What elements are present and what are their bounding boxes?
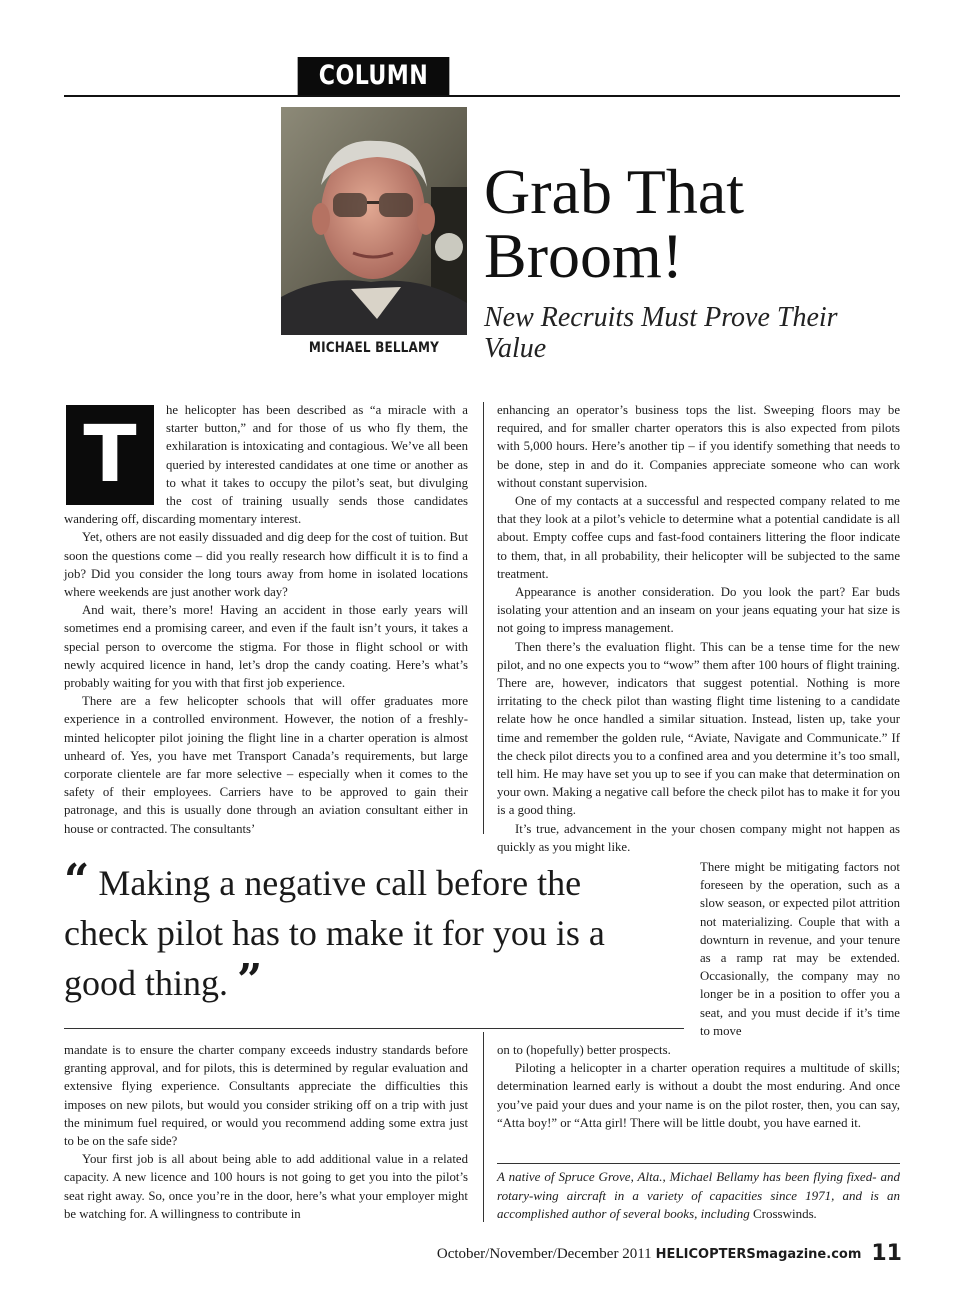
column-1-bottom [64, 1041, 468, 1223]
author-bio [497, 1168, 900, 1224]
drop-cap: T [66, 405, 154, 505]
section-label: COLUMN [298, 57, 450, 95]
column-2-bottom [497, 1041, 900, 1132]
paragraph: One of my contacts at a successful and respected company related to me that they look at a pilot’s vehicle to determine what a potential candidate is all about. Empty coffee cups and fast-food containers littering the floor indicate to them, that, in all probability, their helicopter will be subjected to the same treatment. [497, 494, 900, 581]
paragraph: Then there’s the evaluation flight. This can be a tense time for the new pilot, and no one expects you to “wow” them after 100 hours of flight training. There are, however, indicators that suggest potential. Nothing is more irritating to the check pilot than wasting flight time listening to a candidate relate how he once handled a similar situation. Instead, listen up, take your time and remember the golden rule, “Aviate, Navigate and Communicate.” If the check pilot directs you to a confined area and you determine it’s too small, tell him. He may have set you up to see if you can make that determination on your own. Making a negative call before the check pilot has to make it for you is a good thing. [497, 639, 901, 818]
paragraph: on to (hopefully) better prospects. [497, 1043, 671, 1057]
paragraph: There are a few helicopter schools that will offer graduates more experience in a controlled environment. However, the notion of a freshly-minted helicopter pilot joining the flight line in a charter operation is almost unheard of. Yes, you have met Transport Canada’s requirements, but large corporate clientele are far more selective – especially when it comes to the safety of their employees. Carriers have to be approved to gain their patronage, and this is usually done through an aviation consultant either in house or contracted. The consultants’ [64, 694, 468, 836]
paragraph: Your first job is all about being able to add additional value in a related capacity. A new licence and 100 hours is not going to get you into the pilot’s seat right away. So, once you’re in the door, here’s what your employer might be watching for. A willingness to contribute in [64, 1152, 468, 1221]
pull-quote [64, 855, 644, 1008]
paragraph: And wait, there’s more! Having an accident in those early years will sometimes end a promising career, and even if the fault isn’t yours, it takes a special person to overcome the stigma. For those in flight school or with newly acquired licence in hand, let’s drop the candy coating. Here’s what’s probably waiting for you with that first job experience. [64, 603, 468, 691]
column-divider [483, 1032, 484, 1222]
column-divider [483, 402, 484, 834]
bio-end: . [813, 1206, 817, 1221]
paragraph: Appearance is another consideration. Do you look the part? Ear buds isolating your attention and an inseam on your jeans equating your hat size is not going to impress management. [497, 585, 900, 636]
paragraph: It’s true, advancement in the your chosen company might not happen as quickly as you might like. [497, 821, 900, 854]
issue-date: October/November/December 2011 [436, 1246, 652, 1262]
bio-book-title: Crosswinds [753, 1206, 814, 1221]
bio-rule [497, 1163, 900, 1164]
column-2-top [497, 401, 900, 856]
article-title: Grab That Broom! [484, 156, 745, 291]
pull-quote-rule [64, 1028, 684, 1029]
page-number: 11 [871, 1241, 902, 1266]
open-quote-mark: “ [64, 855, 90, 906]
author-name: MICHAEL BELLAMY [308, 340, 440, 356]
article-subtitle: New Recruits Must Prove Their Value [484, 302, 838, 364]
author-portrait-icon [281, 107, 467, 335]
page-footer [430, 1241, 902, 1266]
paragraph: mandate is to ensure the charter company exceeds industry standards before granting approval, and for pilots, this is determined by regular evaluation and extensive flying experience. Consultants appreciate the difficulties this imposes on new pilots, but would you consider striking off on a trip with just the minimum fuel required, or would you recommend adding some extra just to be on the safe side? [64, 1043, 468, 1149]
paragraph: There might be mitigating factors not foreseen by the operation, such as a slow season, or expected pilot attrition not materializing. Couple that with a downturn in revenue, and your tenure as a ramp rat may be extended. Occasionally, the company may no longer be in a position to offer you a seat, and you must decide if it’s time to move [700, 860, 900, 1038]
magazine-url: HELICOPTERSmagazine.com [655, 1247, 862, 1262]
bio-text: A native of Spruce Grove, Alta., Michael Bellamy has been flying fixed- and rotary-wing aircraft in a variety of capacities since 1971, and is an accomplished author of several books, including [497, 1169, 900, 1221]
paragraph: enhancing an operator’s business tops the list. Sweeping floors may be required, and for smaller charter operators this is also expected from pilots with 5,000 hours. Here’s another tip – if you identify something that needs to be done, step in and do it. Companies appreciate someone who can work without constant supervision. [497, 403, 900, 490]
paragraph: he helicopter has been described as “a miracle with a starter button,” and for those of us who fly them, the exhilaration is intoxicating and contagious. We’ve all been queried by interested candidates at one time or another as to what it takes to occupy the pilot’s seat, but divulging the cost of training usually sends those candidates wandering off, discarding momentary interest. [64, 403, 468, 527]
pull-quote-text: Making a negative call before the check pilot has to make it for you is a good thing. [64, 863, 605, 1003]
paragraph: Yet, others are not easily dissuaded and dig deep for the cost of tuition. But soon the questions come – did you really research how difficult it is to find a job? Did you consider the long tours away from home in isolated locations where weekends are just another work day? [64, 530, 468, 600]
close-quote-mark: ” [237, 955, 263, 1006]
header-rule [64, 95, 900, 97]
column-1-top [64, 401, 468, 838]
column-2-narrow [700, 858, 900, 1040]
author-photo [281, 107, 467, 335]
paragraph: Piloting a helicopter in a charter operation requires a multitude of skills; determination learned early is without a doubt the most enduring. And once you’ve paid your dues and your name is on the pilot roster, then, you can say, “Atta boy!” or “Atta girl! There will be little doubt, you have earned it. [497, 1061, 900, 1130]
